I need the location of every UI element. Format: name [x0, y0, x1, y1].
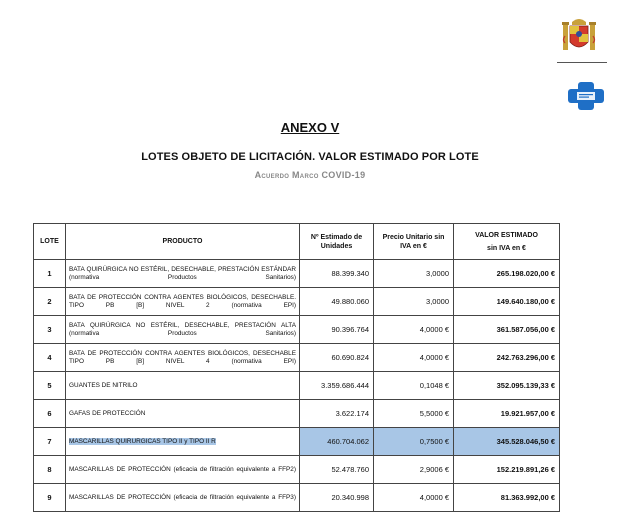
cell-unidades: 52.478.760: [300, 456, 374, 484]
cell-lote: 3: [34, 316, 66, 344]
cell-producto: [66, 428, 300, 456]
cell-producto: MASCARILLAS DE PROTECCIÓN (eficacia de filtración equivalente a FFP3): [66, 484, 300, 512]
table-row: [34, 344, 560, 372]
table-row: [34, 260, 560, 288]
cell-producto: BATA DE PROTECCIÓN CONTRA AGENTES BIOLÓGICOS, DESECHABLE. TIPO PB [B] NIVEL 2 (normativa EPI): [66, 288, 300, 316]
page-title: ANEXO V: [280, 120, 340, 135]
page-subsubtitle: Acuerdo Marco COVID-19: [254, 170, 366, 180]
cell-precio: 4,0000 €: [374, 484, 454, 512]
cell-producto: BATA QUIRÚRGICA NO ESTÉRIL, DESECHABLE, PRESTACIÓN ESTÁNDAR (normativa Productos Sanitarios): [66, 260, 300, 288]
cell-lote: 9: [34, 484, 66, 512]
table-row: [34, 316, 560, 344]
cell-producto-text: MASCARILLAS QUIRURGICAS TIPO II y TIPO II R: [69, 437, 216, 445]
cell-precio: 5,5000 €: [374, 400, 454, 428]
cell-producto: GAFAS DE PROTECCIÓN: [66, 400, 300, 428]
header-precio: Precio Unitario sin IVA en €: [374, 224, 454, 260]
cell-precio: 0,1048 €: [374, 372, 454, 400]
header-valor-line2: sin IVA en €: [487, 244, 526, 252]
lots-table: [33, 223, 560, 512]
header-rule: [557, 62, 607, 63]
table-row: [34, 288, 560, 316]
cell-lote: 5: [34, 372, 66, 400]
cell-precio: 4,0000 €: [374, 316, 454, 344]
page-subtitle: LOTES OBJETO DE LICITACIÓN. VALOR ESTIMADO POR LOTE: [141, 151, 479, 163]
cell-valor: 149.640.180,00 €: [454, 288, 560, 316]
header-lote: LOTE: [34, 224, 66, 260]
cell-precio: 3,0000: [374, 288, 454, 316]
cell-valor: 265.198.020,00 €: [454, 260, 560, 288]
cell-unidades: 460.704.062: [300, 428, 374, 456]
cell-unidades: 3.359.686.444: [300, 372, 374, 400]
cell-unidades: 90.396.764: [300, 316, 374, 344]
cell-unidades: 88.399.340: [300, 260, 374, 288]
cell-precio: 0,7500 €: [374, 428, 454, 456]
cell-valor: 345.528.046,50 €: [454, 428, 560, 456]
table-header-row: [34, 224, 560, 260]
institution-logo: [568, 82, 604, 110]
cell-lote: 8: [34, 456, 66, 484]
header-unidades: Nº Estimado de Unidades: [300, 224, 374, 260]
cell-lote: 2: [34, 288, 66, 316]
header-valor-line1: VALOR ESTIMADO: [475, 231, 538, 239]
cell-unidades: 49.880.060: [300, 288, 374, 316]
table-row: [34, 484, 560, 512]
cell-precio: 4,0000 €: [374, 344, 454, 372]
cell-lote: 4: [34, 344, 66, 372]
cell-valor: 81.363.992,00 €: [454, 484, 560, 512]
table-row: [34, 372, 560, 400]
cell-valor: 361.587.056,00 €: [454, 316, 560, 344]
cell-lote: 1: [34, 260, 66, 288]
cell-valor: 242.763.296,00 €: [454, 344, 560, 372]
table-row: [34, 400, 560, 428]
header-producto: PRODUCTO: [66, 224, 300, 260]
cell-precio: 2,9006 €: [374, 456, 454, 484]
cell-producto: MASCARILLAS DE PROTECCIÓN (eficacia de filtración equivalente a FFP2): [66, 456, 300, 484]
cell-lote: 7: [34, 428, 66, 456]
cell-valor: 152.219.891,26 €: [454, 456, 560, 484]
table-row-highlighted: [34, 428, 560, 456]
cell-unidades: 20.340.998: [300, 484, 374, 512]
cell-valor: 352.095.139,33 €: [454, 372, 560, 400]
cell-unidades: 60.690.824: [300, 344, 374, 372]
cell-producto: GUANTES DE NITRILO: [66, 372, 300, 400]
cell-precio: 3,0000: [374, 260, 454, 288]
cell-producto: BATA DE PROTECCIÓN CONTRA AGENTES BIOLÓGICOS, DESECHABLE TIPO PB [B] NIVEL 4 (normativa EPI): [66, 344, 300, 372]
coat-of-arms-logo: [561, 16, 597, 56]
cell-producto: BATA QUIRÚRGICA NO ESTÉRIL, DESECHABLE, PRESTACIÓN ALTA (normativa Productos Sanitarios): [66, 316, 300, 344]
cell-unidades: 3.622.174: [300, 400, 374, 428]
header-valor: [454, 224, 560, 260]
cell-lote: 6: [34, 400, 66, 428]
cell-valor: 19.921.957,00 €: [454, 400, 560, 428]
table-row: [34, 456, 560, 484]
